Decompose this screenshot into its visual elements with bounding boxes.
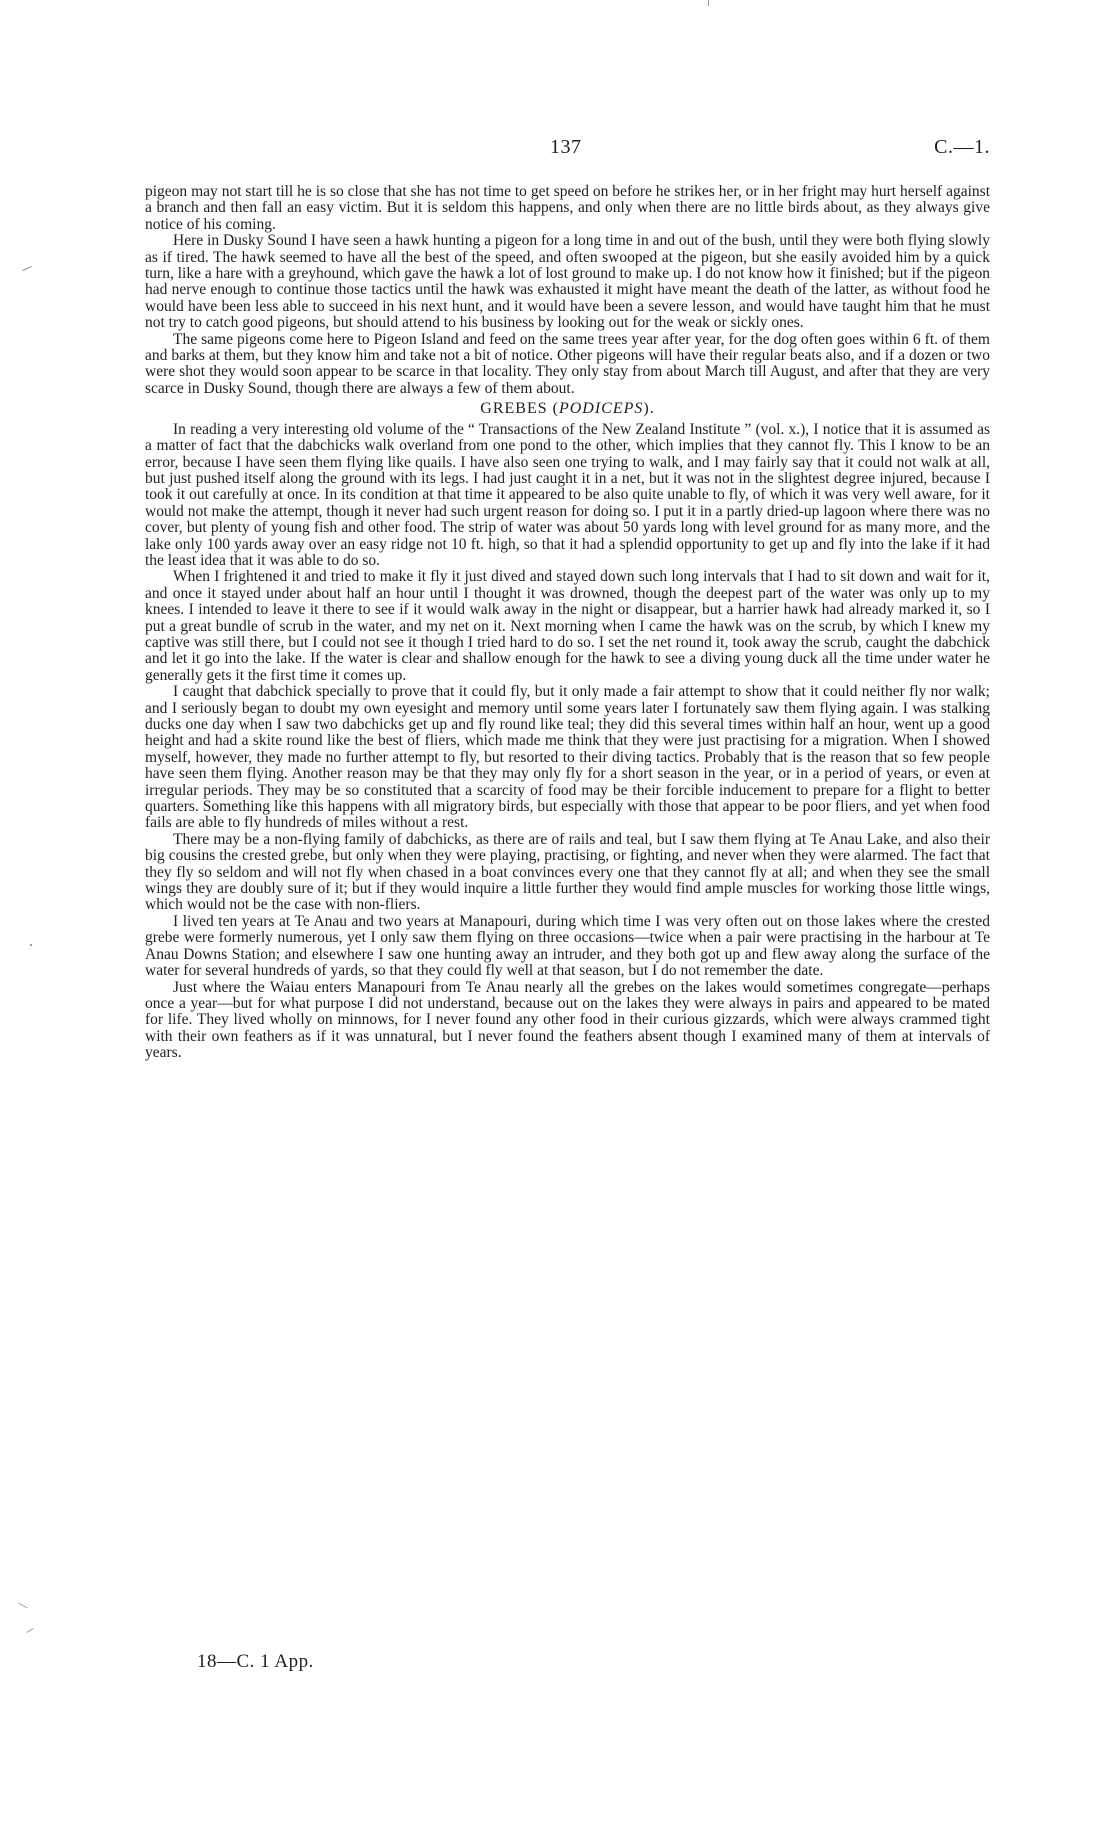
section-heading-main: GREBES — [480, 400, 548, 418]
paragraphs-after-heading — [145, 422, 990, 1062]
section-heading-latin: PODICEPS — [558, 400, 644, 418]
paragraph: I lived ten years at Te Anau and two years at Manapouri, during which time I was very often out on those lakes where the crested grebe were formerly numerous, yet I only saw them flying on three occasions—twice when a pair were practising in the harbour at Te Anau Downs Station; and elsewhere I saw one hunting away an intruder, and they both got up and flew away along the surface of the water for several hundreds of yards, so that they could fly well at that season, but I do not remember the date. — [145, 912, 990, 980]
paragraph: The same pigeons come here to Pigeon Island and feed on the same trees year after year, for the dog often goes within 6 ft. of them and barks at them, but they know him and take not a bit of notice. Other pigeons will have their regular beats also, and if a dozen or two were shot they would soon appear to be scarce in that locality. They only stay from about March till August, and after that they are very scarce in Dusky Sound, though there are always a few of them about. — [145, 330, 990, 397]
scan-mark-left-4 — [26, 1628, 33, 1633]
paragraph: Just where the Waiau enters Manapouri from Te Anau nearly all the grebes on the lakes would sometimes congregate—perhaps once a year—but for what purpose I did not understand, because out on the lakes they were always in pairs and appeared to be mated for life. They lived wholly on minnows, for I never found any other food in their curious gizzards, which were always crammed tight with their own feathers as if it was unnatural, but I never found the feathers absent though I examined many of them at intervals of years. — [145, 978, 990, 1062]
body-text — [145, 184, 990, 1062]
paragraph: I caught that dabchick specially to prove that it could fly, but it only made a fair attempt to show that it could neither fly nor walk; and I seriously began to doubt my own eyesight and memory until some years later I fortunately saw them flying again. I was stalking ducks one day when I saw two dabchicks get up and fly round like teal; they did this several times within half an hour, went up a good height and had a skite round like the best of fliers, which made me think that they were just practising for a migration. When I showed myself, however, they made no further attempt to fly, but resorted to their diving tactics. Probably that is the reason that so few people have seen them flying. Another reason may be that they may only fly for a short season in the year, or in a period of years, or even at irregular periods. They may be so constituted that a scarcity of food may be their forcible inducement to prepare for a flight to better quarters. Something like this happens with all migratory birds, but especially with those that appear to be poor fliers, and yet when food fails are able to fly hundreds of miles without a rest. — [145, 683, 990, 832]
section-heading-open: ( — [547, 400, 559, 418]
paragraph: pigeon may not start till he is so close that she has not time to get speed on before he strikes her, or in her fright may hurt herself against a branch and then fall an easy victim. But it is seldom this happens, and only when there are no little birds about, as they always give notice of his coming. — [145, 183, 990, 233]
scan-mark-left-2 — [30, 944, 32, 946]
paragraph: When I frightened it and tried to make it fly it just dived and stayed down such long intervals that I had to sit down and wait for it, and once it stayed under about half an hour until I thought it was drowned, though the deepest part of the water was only up to my knees. I intended to leave it there to see if it would walk away in the night or disappear, but a harrier hawk had already marked it, so I put a great bundle of scrub in the water, and my net on it. Next morning when I came the hawk was on the scrub, by which I knew my captive was still there, but I could not see it though I tried hard to do so. I set the net round it, took away the scrub, caught the dabchick and let it go into the lake. If the water is clear and shallow enough for the hawk to see a diving young duck all the time under water he generally gets it the first time it comes up. — [145, 568, 990, 684]
scan-mark-left-1 — [22, 266, 31, 271]
page-number: 137 — [550, 136, 582, 158]
scan-mark-left-3 — [18, 1603, 27, 1609]
document-code: C.—1. — [934, 136, 990, 158]
appendix-reference: 18—C. 1 App. — [197, 1651, 314, 1672]
paragraph: In reading a very interesting old volume of the “ Transactions of the New Zealand Institute ” (vol. x.), I notice that it is assumed as a matter of fact that the dabchicks walk overland from one pond to the other, which implies that they cannot fly. This I know to be an error, because I have seen them flying like quails. I have also seen one trying to walk, and I may fairly say that it could not walk at all, but just pushed itself along the ground with its legs. I had just caught it in a net, but it was not in the slightest degree injured, because I took it out carefully at once. In its condition at that time it appeared to be also quite unable to fly, of which it was very well aware, for it would not make the attempt, though it never had such urgent reason for doing so. I put it in a partly dried-up lagoon where there was no cover, but plenty of young fish and other food. The strip of water was about 50 yards long with level ground for as many more, and the lake only 100 yards away over an easy ridge not 10 ft. high, so that it had a splendid opportunity to get up and fly into the lake if it had the least idea that it was able to do so. — [145, 420, 990, 569]
section-heading-close: ). — [643, 400, 655, 418]
paragraphs-before-heading — [145, 184, 990, 397]
scan-mark-top — [708, 0, 709, 6]
page-header — [145, 136, 990, 166]
paragraph: Here in Dusky Sound I have seen a hawk hunting a pigeon for a long time in and out of the bush, until they were both flying slowly as if tired. The hawk seemed to have all the best of the speed, and often swooped at the pigeon, but she easily avoided him by a quick turn, like a hare with a greyhound, which gave the hawk a lot of lost ground to make up. I do not know how it finished; but if the pigeon had nerve enough to continue those tactics until the hawk was exhausted it might have meant the death of the latter, as without food he would have been less able to succeed in his next hunt, and it would have been a severe lesson, and would have taught him that he must not try to catch good pigeons, but should attend to his business by looking out for the weak or sickly ones. — [145, 232, 990, 332]
section-heading-grebes — [145, 401, 990, 417]
paragraph: There may be a non-flying family of dabchicks, as there are of rails and teal, but I saw them flying at Te Anau Lake, and also their big cousins the crested grebe, but only when they were playing, practising, or fighting, and never when they were alarmed. The fact that they fly so seldom and will not fly when chased in a boat convinces every one that they cannot fly at all; and when they see the small wings they are doubly sure of it; but if they would inquire a little further they would find ample muscles for working those little wings, which would not be the case with non-fliers. — [145, 830, 990, 914]
